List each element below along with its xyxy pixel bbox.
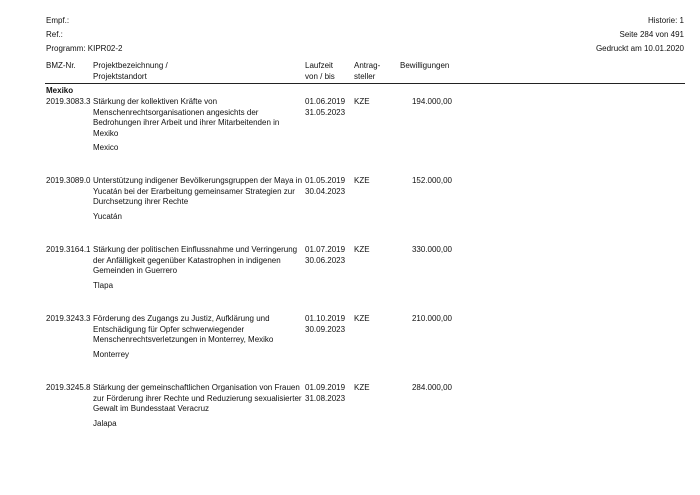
bmz-number: 2019.3083.3 <box>46 97 91 106</box>
applicant: KZE <box>354 176 370 185</box>
project-location: Jalapa <box>93 418 117 428</box>
approval-amount: 330.000,00 <box>411 245 452 254</box>
runtime-end: 31.05.2023 <box>305 107 346 117</box>
col-runtime-line1: Laufzeit <box>305 61 334 70</box>
project-entry <box>0 383 700 443</box>
runtime-end: 30.09.2023 <box>305 324 346 334</box>
project-location: Mexico <box>93 143 119 152</box>
runtime-start: 01.09.2019 <box>305 383 346 392</box>
project-location: Yucatán <box>93 211 122 221</box>
col-runtime-line2: von / bis <box>305 71 335 81</box>
bmz-number: 2019.3243.3 <box>46 314 91 323</box>
approval-amount: 284.000,00 <box>411 383 452 392</box>
project-title: Förderung des Zugangs zu Justiz, Aufklärung und Entschädigung für Opfer schwerwiegender Menschenrechtsverletzungen in Monterrey, Mexiko <box>93 314 274 344</box>
country-heading: Mexiko <box>46 86 74 95</box>
runtime-end: 30.04.2023 <box>305 186 346 196</box>
applicant: KZE <box>354 314 370 323</box>
bmz-number: 2019.3089.0 <box>46 176 91 185</box>
recipient-label: Empf.: <box>46 16 70 25</box>
project-title: Stärkung der politischen Einflussnahme und Verringerung der Anfälligkeit gegenüber Katastrophen in indigenen Gemeinden in Guerrero <box>93 245 298 275</box>
project-entry <box>0 97 700 157</box>
runtime-start: 01.05.2019 <box>305 176 346 185</box>
history-label: Historie: 1 <box>647 16 684 25</box>
approval-amount: 194.000,00 <box>411 97 452 106</box>
runtime-start: 01.07.2019 <box>305 245 346 254</box>
program-label: Programm: KIPR02-2 <box>46 44 123 53</box>
project-entry <box>0 176 700 236</box>
applicant: KZE <box>354 383 370 392</box>
runtime-start: 01.10.2019 <box>305 314 346 323</box>
bmz-number: 2019.3245.8 <box>46 383 91 392</box>
project-entry <box>0 245 700 305</box>
project-title: Stärkung der gemeinschaftlichen Organisation von Frauen zur Förderung ihrer Rechte und Reduzierung sexualisierter Gewalt im Bundesstaat Veracruz <box>93 383 302 413</box>
project-title: Unterstützung indigener Bevölkerungsgruppen der Maya in Yucatán bei der Erarbeitung gemeinsamer Strategien zur Durchsetzung ihrer Rechte <box>93 176 303 206</box>
approval-amount: 152.000,00 <box>411 176 452 185</box>
page-number: Seite 284 von 491 <box>619 30 684 39</box>
applicant: KZE <box>354 245 370 254</box>
header-rule <box>45 83 685 84</box>
runtime-end: 31.08.2023 <box>305 393 346 403</box>
applicant: KZE <box>354 97 370 106</box>
col-approvals: Bewilligungen <box>400 61 450 70</box>
runtime-start: 01.06.2019 <box>305 97 346 106</box>
approval-amount: 210.000,00 <box>411 314 452 323</box>
project-location: Monterrey <box>93 349 130 359</box>
print-date: Gedruckt am 10.01.2020 <box>595 44 684 53</box>
project-location: Tlapa <box>93 280 114 290</box>
col-bmz-nr: BMZ-Nr. <box>46 61 76 70</box>
col-applicant-line1: Antrag- <box>354 61 381 70</box>
bmz-number: 2019.3164.1 <box>46 245 91 254</box>
project-title: Stärkung der kollektiven Kräfte von Menschenrechtsorganisationen angesichts der Bedrohungen ihrer Arbeit und ihrer Mitarbeitenden in Mexiko <box>93 97 280 138</box>
col-applicant-line2: steller <box>354 71 376 81</box>
col-project-line2: Projektstandort <box>93 71 147 81</box>
project-entry <box>0 314 700 374</box>
reference-label: Ref.: <box>46 30 63 39</box>
col-project-line1: Projektbezeichnung / <box>93 61 168 70</box>
runtime-end: 30.06.2023 <box>305 255 346 265</box>
